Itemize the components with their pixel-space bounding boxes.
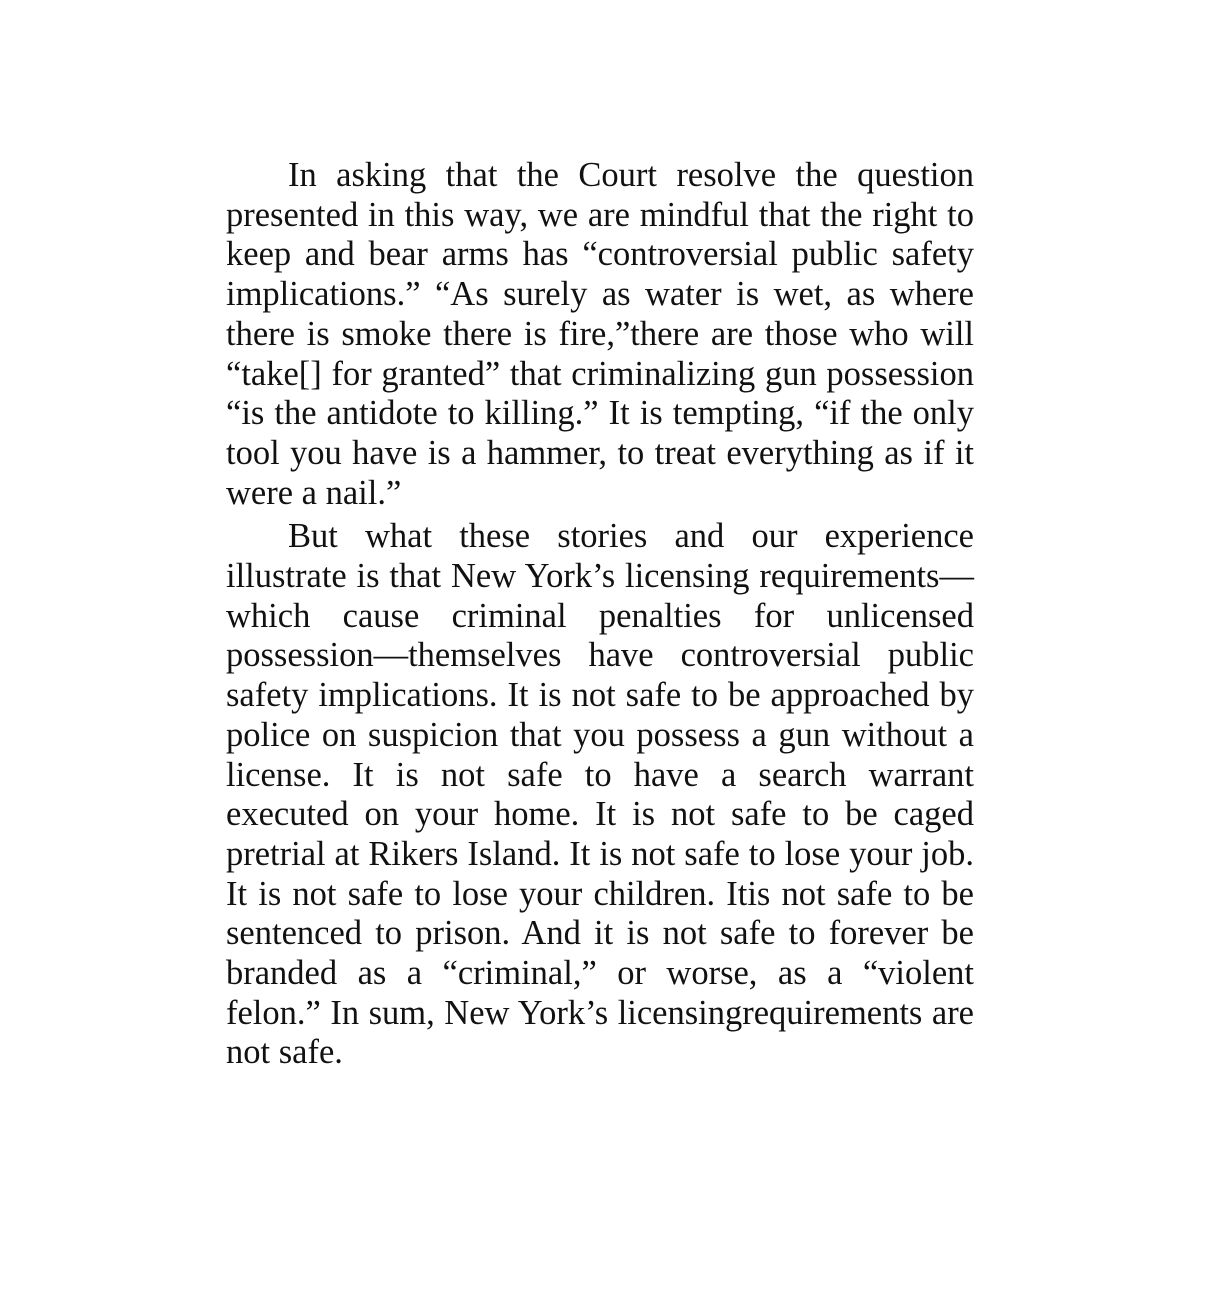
paragraph-public-safety: In asking that the Court resolve the question presented in this way, we are mindful that the right to keep and bear arms has “controversial public safety implications.” “As surely as water is wet, as where there is smoke there is fire,”there are those who will “take[] for granted” that criminalizing gun possession “is the antidote to killing.” It is tempting, “if the only tool you have is a hammer, to treat everything as if it were a nail.” xyxy=(226,156,974,512)
body-text xyxy=(226,156,974,1073)
paragraph-licensing-requirements: But what these stories and our experience illustrate is that New York’s licensing requirements— which cause criminal penalties for unlicensed possession—themselves have controversial public safety implications. It is not safe to be approached by police on suspicion that you possess a gun without a license. It is not safe to have a search warrant executed on your home. It is not safe to be caged pretrial at Rikers Island. It is not safe to lose your job. It is not safe to lose your children. Itis not safe to be sentenced to prison. And it is not safe to forever be branded as a “criminal,” or worse, as a “violent felon.” In sum, New York’s licensingrequirements are not safe. xyxy=(226,517,974,1072)
